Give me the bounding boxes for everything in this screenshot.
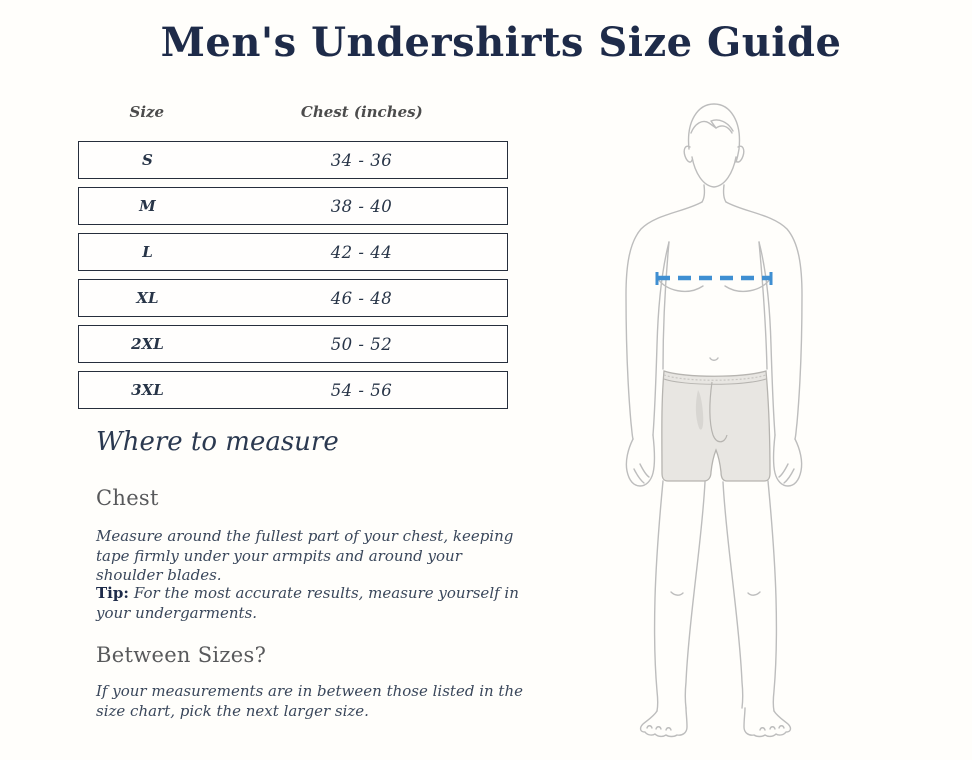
text-line: size chart, pick the next larger size. [96,701,369,720]
tip-label: Tip: [96,584,129,602]
where-to-measure-heading: Where to measure [96,427,339,457]
size-row [78,371,508,409]
size-cell: 3XL [131,381,164,399]
tip-text: For the most accurate results, measure yourself in [133,584,519,602]
size-cell: M [139,197,156,215]
size-table-header [78,103,508,121]
text-line: Measure around the fullest part of your chest, keeping [96,527,514,545]
size-table [78,141,508,417]
size-row [78,187,508,225]
between-sizes-heading: Between Sizes? [96,643,267,667]
chest-cell: 46 - 48 [330,288,393,308]
chest-cell: 54 - 56 [330,380,393,400]
text-line: your undergarments. [96,603,258,622]
chest-cell: 34 - 36 [330,150,393,170]
chest-column-header: Chest (inches) [300,103,423,121]
size-column-header: Size [129,103,165,121]
male-figure-svg [610,95,814,745]
male-figure-illustration [610,95,814,745]
chest-cell: 38 - 40 [330,196,393,216]
chest-cell: 50 - 52 [330,334,393,354]
size-cell: XL [136,289,159,307]
chest-subheading: Chest [96,486,159,510]
page-title: Men's Undershirts Size Guide [160,19,842,66]
text-line: shoulder blades. [96,566,222,584]
size-row [78,141,508,179]
size-row [78,233,508,271]
size-cell: S [142,151,153,169]
text-line: tape firmly under your armpits and around your [96,546,462,565]
size-row [78,279,508,317]
chest-measure-instructions [96,527,513,586]
size-cell: 2XL [131,335,164,353]
underwear-shorts [662,371,770,481]
text-line [96,584,519,604]
size-cell: L [142,243,153,261]
size-row [78,325,508,363]
between-sizes-paragraph [96,682,523,721]
text-line: If your measurements are in between those listed in the [96,682,523,700]
chest-measurement-line [657,272,771,285]
tip-paragraph [96,584,519,623]
chest-cell: 42 - 44 [330,242,393,262]
